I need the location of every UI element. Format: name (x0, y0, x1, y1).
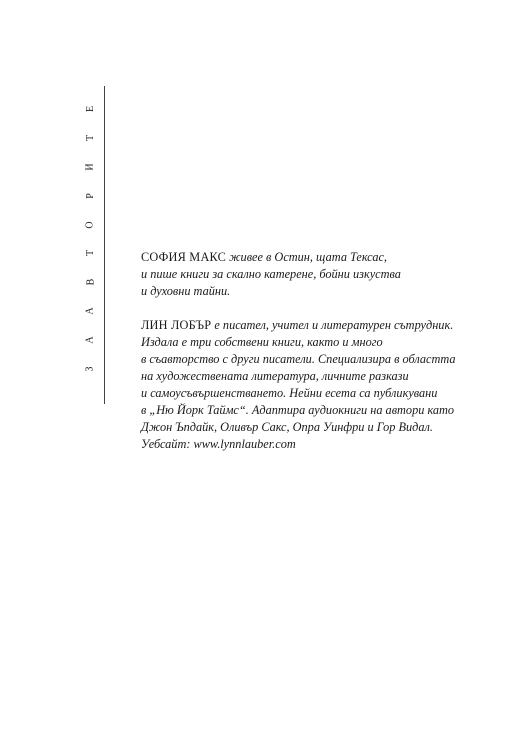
heading-letter: А (84, 307, 96, 315)
bio-line: и духовни тайни. (141, 284, 231, 298)
bio-line: на художествената литература, личните разкази (141, 369, 409, 383)
heading-letter: О (84, 220, 96, 229)
heading-letter: Т (84, 134, 96, 141)
author-name: ЛИН ЛОБЪР (141, 318, 212, 332)
heading-letter: А (84, 336, 96, 344)
section-heading-vertical (80, 104, 102, 374)
bio-line: Издала е три собствени книги, както и много (141, 335, 383, 349)
heading-letter: В (84, 278, 96, 286)
heading-letter: Р (85, 192, 96, 199)
bio-line (141, 317, 481, 334)
author-bios (141, 249, 481, 453)
author-bio-sofia (141, 249, 481, 300)
bio-line: и самоусъвършенстването. Нейни есета са публикувани (141, 386, 438, 400)
author-bio-lynn (141, 317, 481, 453)
vertical-divider (104, 86, 105, 404)
heading-letter: Т (84, 250, 96, 257)
bio-line: в съавторство с други писатели. Специализира в областта (141, 352, 456, 366)
heading-letter: И (84, 163, 96, 171)
author-name: СОФИЯ МАКС (141, 250, 227, 264)
heading-letter: З (84, 366, 96, 372)
bio-text: живее в Остин, щата Тексас, (226, 250, 387, 264)
website-line: Уебсайт: www.lynnlauber.com (141, 437, 296, 451)
bio-line: Джон Ъпдайк, Оливър Сакс, Опра Уинфри и Гор Видал. (141, 420, 433, 434)
bio-text: е писател, учител и литературен сътрудник. (211, 318, 454, 332)
bio-line: и пише книги за скално катерене, бойни изкуства (141, 267, 401, 281)
heading-letter: Е (84, 105, 96, 113)
bio-line: в „Ню Йорк Таймс“. Адаптира аудиокниги на автори като (141, 403, 455, 417)
bio-line (141, 249, 481, 266)
